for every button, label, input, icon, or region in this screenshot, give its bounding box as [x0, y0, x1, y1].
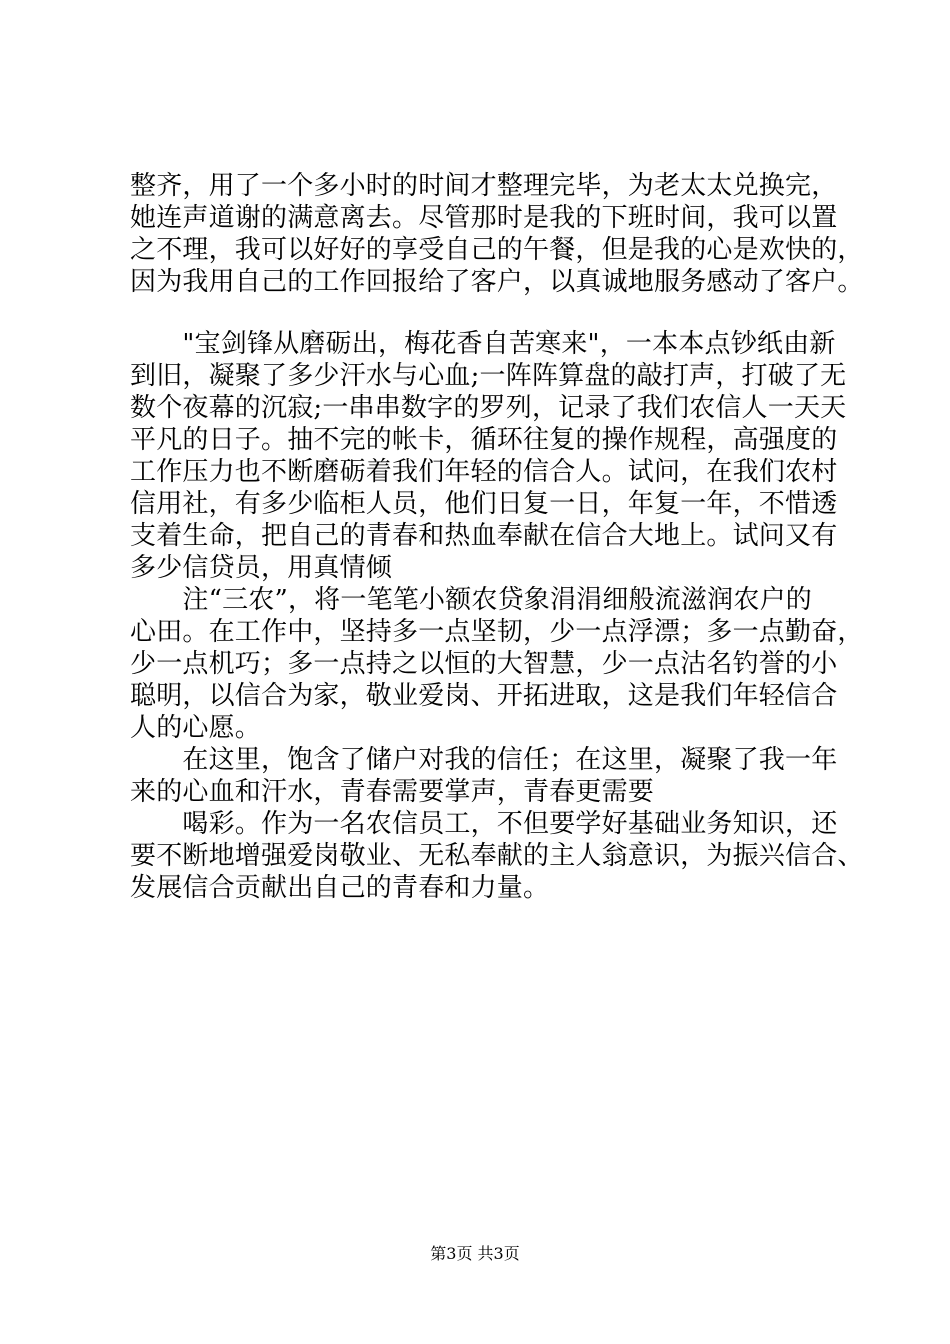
text-line: 支着生命，把自己的青春和热血奉献在信合大地上。试问又有: [130, 521, 838, 551]
text-line: 人的心愿。: [130, 713, 262, 743]
page-number-footer: 第3页 共3页: [430, 1244, 520, 1263]
text-line: 到旧，凝聚了多少汗水与心血;一阵阵算盘的敲打声，打破了无: [130, 361, 847, 391]
text-line: 多少信贷员，用真情倾: [130, 553, 393, 583]
text-line: 要不断地增强爱岗敬业、无私奉献的主人翁意识，为振兴信合、: [130, 841, 864, 871]
text-line: 信用社，有多少临柜人员，他们日复一日，年复一年，不惜透: [130, 489, 838, 519]
document-body: [130, 170, 864, 904]
text-line: 整齐，用了一个多小时的时间才整理完毕，为老太太兑换完，: [130, 171, 838, 201]
text-line: 因为我用自己的工作回报给了客户，以真诚地服务感动了客户。: [130, 267, 864, 297]
text-line: 工作压力也不断磨砺着我们年轻的信合人。试问，在我们农村: [130, 457, 838, 487]
text-line: 注“三农”，将一笔笔小额农贷象涓涓细般流滋润农户的: [130, 585, 812, 615]
text-line: 心田。在工作中，坚持多一点坚韧，少一点浮漂；多一点勤奋，: [130, 617, 864, 647]
paragraph-gap: [130, 298, 850, 328]
text-line: "宝剑锋从磨砺出，梅花香自苦寒来"，一本本点钞纸由新: [130, 329, 836, 359]
text-line: 数个夜幕的沉寂;一串串数字的罗列，记录了我们农信人一天天: [130, 393, 847, 423]
text-line: 聪明，以信合为家，敬业爱岗、开拓进取，这是我们年轻信合: [130, 681, 838, 711]
text-line: 平凡的日子。抽不完的帐卡，循环往复的操作规程，高强度的: [130, 425, 838, 455]
text-line: 少一点机巧；多一点持之以恒的大智慧，少一点沽名钓誉的小: [130, 649, 838, 679]
text-line: 在这里，饱含了储户对我的信任；在这里，凝聚了我一年: [130, 745, 838, 775]
text-line: 之不理，我可以好好的享受自己的午餐，但是我的心是欢快的，: [130, 235, 864, 265]
text-line: 来的心血和汗水，青春需要掌声，青春更需要: [130, 777, 655, 807]
text-line: 她连声道谢的满意离去。尽管那时是我的下班时间，我可以置: [130, 203, 838, 233]
text-line: 发展信合贡献出自己的青春和力量。: [130, 873, 550, 903]
text-line: 喝彩。作为一名农信员工，不但要学好基础业务知识，还: [130, 809, 838, 839]
